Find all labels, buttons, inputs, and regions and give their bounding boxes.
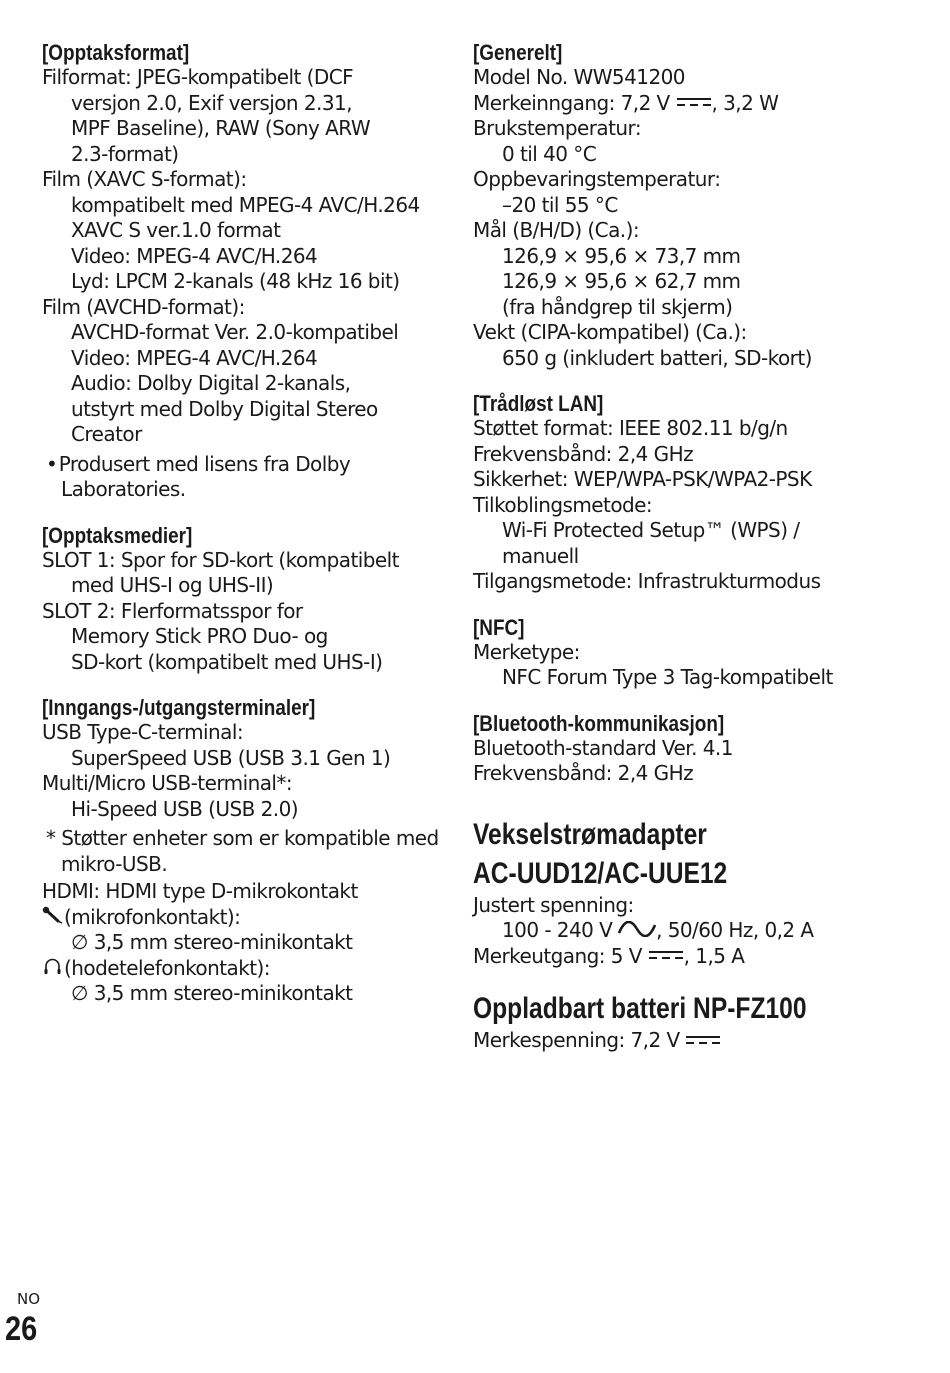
wlan-security: Sikkerhet: WEP/WPA-PSK/WPA2-PSK (473, 467, 812, 491)
nfc-section (473, 615, 933, 691)
adapter-output-tail: , 1,5 A (683, 943, 745, 968)
recording-media-heading: [Opptaksmedier] (42, 522, 193, 548)
headphone-line (42, 956, 442, 982)
dolby-bullet: • Produsert med lisens fra Dolby Laboratories. (46, 451, 351, 501)
nfc-heading: [NFC] (473, 614, 525, 640)
avchd-line: Video: MPEG-4 AVC/H.264 (71, 345, 318, 370)
wlan-heading: [Trådløst LAN] (473, 391, 604, 416)
ac-symbol-icon (618, 921, 656, 937)
hdmi-line: HDMI: HDMI type D-mikrokontakt (42, 879, 358, 903)
adapter-title: Vekselstrømadapter (473, 817, 707, 851)
wlan-conn-value: manuell (502, 543, 579, 568)
file-format-line: Filformat: JPEG-kompatibelt (DCF (42, 65, 354, 89)
adapter-voltage-value (473, 918, 933, 944)
adapter-output-text: Merkeutgang: 5 V (473, 943, 642, 968)
avchd-line: Creator (71, 422, 142, 446)
slot2-line: Memory Stick PRO Duo- og (71, 624, 328, 648)
mic-spec (42, 930, 442, 956)
right-column (473, 40, 933, 1074)
dims-value: 126,9 × 95,6 × 62,7 mm (502, 269, 741, 293)
dims-line: Mål (B/H/D) (Ca.): (473, 218, 640, 242)
file-format-line: versjon 2.0, Exif versjon 2.31, (71, 90, 353, 115)
nfc-tag: Merketype: (473, 639, 580, 664)
micro-usb-note: * Støtter enheter som er kompatible med mikro-USB. (46, 826, 439, 876)
model-line: Model No. WW541200 (473, 65, 685, 89)
storage-temp-line: Oppbevaringstemperatur: (473, 167, 721, 191)
slot2-line: SD-kort (kompatibelt med UHS-I) (71, 649, 383, 674)
wlan-conn-value: Wi-Fi Protected Setup™ (WPS) / (502, 518, 800, 542)
diameter-symbol: ∅ (71, 930, 88, 954)
headphone-label: (hodetelefonkontakt): (64, 955, 270, 980)
wlan-format: Støttet format: IEEE 802.11 b/g/n (473, 416, 788, 440)
dims-value: (fra håndgrep til skjerm) (502, 294, 733, 319)
wlan-band: Frekvensbånd: 2,4 GHz (473, 441, 694, 466)
dc-symbol-icon (649, 950, 683, 960)
power-input-text: Merkeinngang: 7,2 V (473, 90, 670, 115)
xavc-line: Lyd: LPCM 2-kanals (48 kHz 16 bit) (71, 269, 400, 293)
dc-symbol-icon (677, 97, 711, 107)
mic-spec-text: 3,5 mm stereo-minikontakt (93, 930, 353, 954)
file-format-line: MPF Baseline), RAW (Sony ARW (71, 116, 371, 140)
wlan-access: Tilgangsmetode: Infrastrukturmodus (473, 569, 821, 593)
slot1-line: med UHS-I og UHS-II) (71, 573, 274, 597)
xavc-title: Film (XAVC S-format): (42, 167, 247, 191)
xavc-line: kompatibelt med MPEG-4 AVC/H.264 (71, 192, 420, 217)
recording-format-heading: [Opptaksformat] (42, 40, 190, 65)
power-input-line (473, 91, 933, 117)
page-number: 26 (5, 1310, 38, 1348)
left-column (42, 40, 442, 1027)
storage-temp-value: –20 til 55 °C (502, 192, 618, 217)
xavc-line: Video: MPEG-4 AVC/H.264 (71, 243, 318, 268)
adapter-output (473, 944, 933, 970)
slot1-line: SLOT 1: Spor for SD-kort (kompatibelt (42, 547, 399, 572)
weight-line: Vekt (CIPA-kompatibel) (Ca.): (473, 320, 747, 344)
adapter-voltage: Justert spenning: (473, 892, 634, 917)
usbc-line: SuperSpeed USB (USB 3.1 Gen 1) (71, 745, 391, 770)
avchd-line: utstyrt med Dolby Digital Stereo (71, 396, 378, 421)
micro-usb-line: Hi-Speed USB (USB 2.0) (71, 796, 299, 821)
adapter-section (473, 815, 933, 970)
battery-voltage-text: Merkespenning: 7,2 V (473, 1028, 680, 1052)
nfc-tag-value: NFC Forum Type 3 Tag-kompatibelt (502, 665, 833, 689)
file-format-line: 2.3-format) (71, 141, 179, 166)
battery-voltage (473, 1028, 933, 1054)
avchd-line: AVCHD-format Ver. 2.0-kompatibel (71, 320, 399, 344)
battery-section (473, 989, 933, 1054)
recording-format-section (42, 40, 442, 503)
adapter-voltage-text: 100 - 240 V (502, 918, 613, 942)
page-language: NO (17, 1290, 41, 1308)
power-input-watt: , 3,2 W (711, 90, 779, 115)
io-heading: [Inngangs-/utgangsterminaler] (42, 695, 316, 720)
headphone-spec-text: 3,5 mm stereo-minikontakt (93, 981, 353, 1005)
op-temp-line: Brukstemperatur: (473, 116, 642, 140)
usbc-line: USB Type-C-terminal: (42, 720, 244, 744)
dc-symbol-icon (686, 1035, 720, 1045)
general-heading: [Generelt] (473, 40, 563, 65)
diameter-symbol: ∅ (71, 981, 88, 1005)
weight-value: 650 g (inkludert batteri, SD-kort) (502, 345, 812, 370)
xavc-line: XAVC S ver.1.0 format (71, 218, 281, 242)
avchd-title: Film (AVCHD-format): (42, 294, 245, 319)
general-section (473, 40, 933, 371)
headphone-spec (42, 981, 442, 1007)
wlan-conn: Tilkoblingsmetode: (473, 492, 653, 517)
bluetooth-std: Bluetooth-standard Ver. 4.1 (473, 735, 733, 760)
recording-media-section (42, 523, 442, 676)
bluetooth-heading: [Bluetooth-kommunikasjon] (473, 710, 725, 736)
headphone-icon (42, 957, 64, 977)
battery-title: Oppladbart batteri NP-FZ100 (473, 992, 807, 1025)
bluetooth-section (473, 711, 933, 787)
adapter-voltage-tail: , 50/60 Hz, 0,2 A (656, 918, 814, 942)
mic-line (42, 905, 442, 931)
dolby-bullet-text: Produsert med lisens fra Dolby Laboratories. (58, 451, 351, 501)
slot2-line: SLOT 2: Flerformatsspor for (42, 598, 303, 623)
bluetooth-band: Frekvensbånd: 2,4 GHz (473, 761, 694, 785)
microphone-icon (42, 906, 64, 926)
mic-label: (mikrofonkontakt): (64, 904, 241, 929)
avchd-line: Audio: Dolby Digital 2-kanals, (71, 371, 351, 395)
adapter-model: AC-UUD12/AC-UUE12 (473, 856, 728, 890)
micro-usb-line: Multi/Micro USB-terminal*: (42, 771, 293, 795)
io-section (42, 695, 442, 1007)
dims-value: 126,9 × 95,6 × 73,7 mm (502, 243, 741, 268)
op-temp-value: 0 til 40 °C (502, 141, 597, 166)
wlan-section (473, 391, 933, 595)
